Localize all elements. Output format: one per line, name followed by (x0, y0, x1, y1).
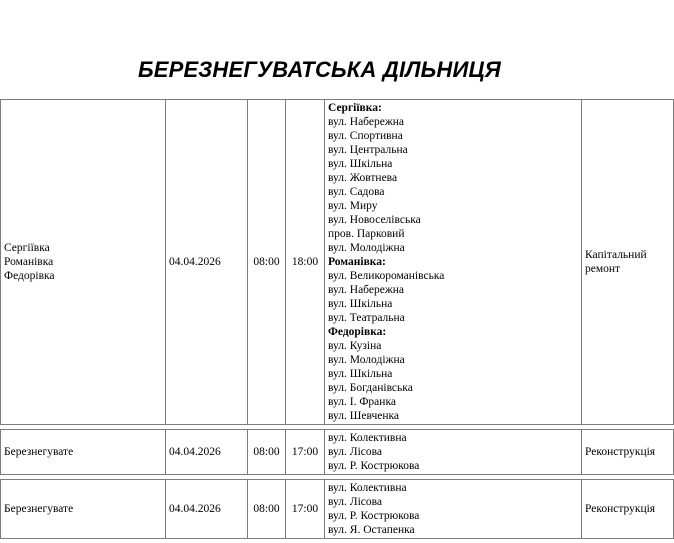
street-item: вул. Шевченка (328, 410, 400, 422)
street-item: вул. Театральна (328, 312, 405, 324)
table-row (1, 430, 674, 475)
street-group-name: Федорівка: (328, 326, 387, 338)
street-item: вул. Лісова (328, 446, 383, 458)
settlement-name: Сергіївка (4, 242, 50, 254)
work-type-cell: Реконструкція (582, 430, 674, 475)
start-time-cell: 08:00 (248, 480, 286, 539)
table-row (1, 480, 674, 539)
settlements-cell (1, 430, 166, 475)
street-item: вул. Миру (328, 200, 378, 212)
end-time-cell: 18:00 (286, 100, 325, 425)
settlement-name: Федорівка (4, 270, 55, 282)
street-group-name: Романівка: (328, 256, 386, 268)
street-item: вул. Молодіжна (328, 354, 405, 366)
start-time-cell: 08:00 (248, 100, 286, 425)
street-item: вул. Великороманівська (328, 270, 445, 282)
table-row (1, 100, 674, 425)
street-item: вул. Р. Кострюкова (328, 510, 420, 522)
street-item: вул. Шкільна (328, 368, 393, 380)
street-item: вул. Кузіна (328, 340, 382, 352)
street-item: вул. Колективна (328, 432, 407, 444)
settlement-name: Романівка (4, 256, 54, 268)
street-item: вул. Шкільна (328, 158, 393, 170)
streets-cell (325, 480, 582, 539)
settlement-name: Березнегувате (4, 503, 74, 515)
street-item: вул. Молодіжна (328, 242, 405, 254)
street-item: вул. Богданівська (328, 382, 413, 394)
streets-cell (325, 100, 582, 425)
street-item: вул. Колективна (328, 482, 407, 494)
street-item: вул. Р. Кострюкова (328, 460, 420, 472)
street-group-name: Сергіївка: (328, 102, 382, 114)
date-cell: 04.04.2026 (166, 430, 248, 475)
street-item: пров. Парковий (328, 228, 405, 240)
page-title: БЕРЕЗНЕГУВАТСЬКА ДІЛЬНИЦЯ (137, 57, 502, 82)
start-time-cell: 08:00 (248, 430, 286, 475)
date-cell: 04.04.2026 (166, 100, 248, 425)
end-time-cell: 17:00 (286, 480, 325, 539)
street-item: вул. Центральна (328, 144, 408, 156)
street-item: вул. Новоселівська (328, 214, 421, 226)
street-item: вул. Я. Остапенка (328, 524, 415, 536)
schedule-table (0, 99, 674, 539)
streets-cell (325, 430, 582, 475)
street-item: вул. Шкільна (328, 298, 393, 310)
street-item: вул. Спортивна (328, 130, 403, 142)
date-cell: 04.04.2026 (166, 480, 248, 539)
settlements-cell (1, 100, 166, 425)
settlement-name: Березнегувате (4, 446, 74, 458)
work-type-cell: Реконструкція (582, 480, 674, 539)
schedule-body (1, 100, 674, 539)
work-type-cell: Капітальний ремонт (582, 100, 674, 425)
street-item: вул. Садова (328, 186, 385, 198)
street-item: вул. Жовтнева (328, 172, 398, 184)
settlements-cell (1, 480, 166, 539)
street-item: вул. Лісова (328, 496, 383, 508)
street-item: вул. Набережна (328, 284, 405, 296)
street-item: вул. Набережна (328, 116, 405, 128)
end-time-cell: 17:00 (286, 430, 325, 475)
street-item: вул. І. Франка (328, 396, 396, 408)
